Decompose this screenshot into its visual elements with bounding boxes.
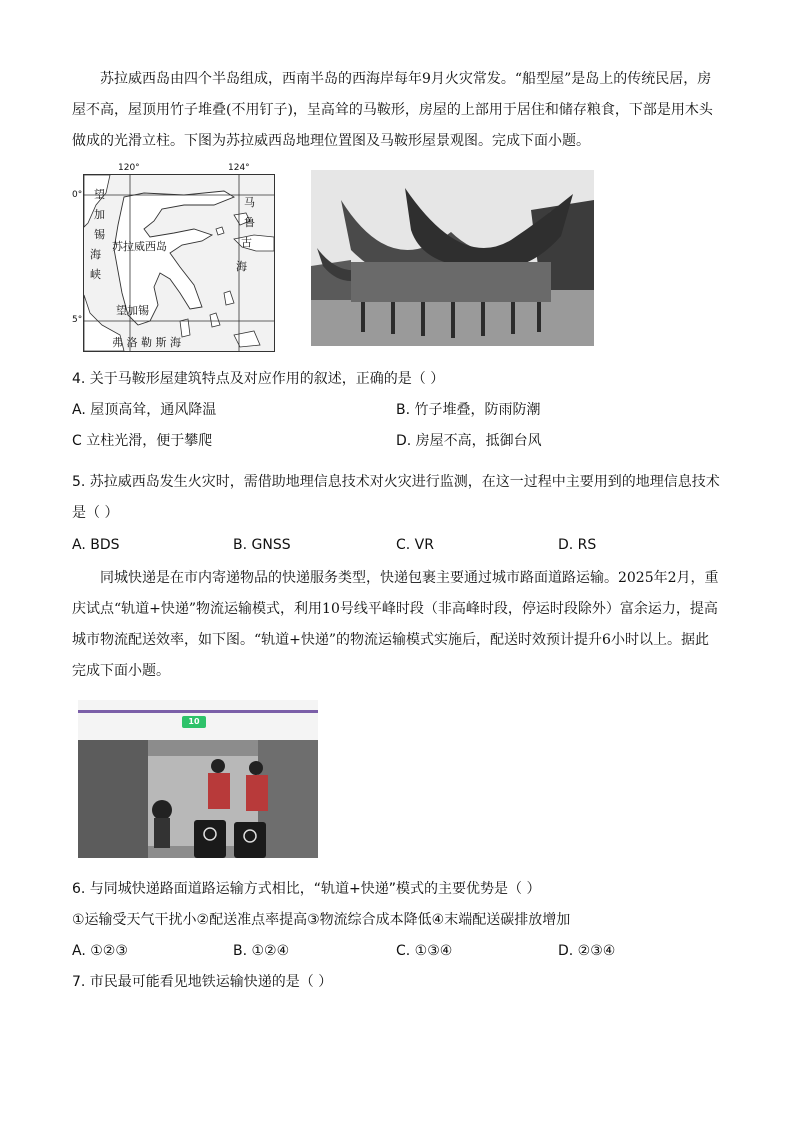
question-7-stem: 7. 市民最可能看见地铁运输快递的是（ ） [72,974,333,990]
map-label-sea-east-1: 马 [244,196,255,209]
map-label-strait-3: 锡 [94,228,105,241]
question-4-option-c[interactable]: C 立柱光滑，便于攀爬 [72,433,213,449]
question-4-option-d[interactable]: D. 房屋不高，抵御台风 [396,433,542,449]
map-label-sea-south: 弗 洛 勒 斯 海 [112,336,181,349]
question-5-option-a[interactable]: A. BDS [72,537,120,553]
question-6-stem: 6. 与同城快递路面道路运输方式相比，“轨道+快递”模式的主要优势是（ ） [72,881,541,897]
question-4-option-b[interactable]: B. 竹子堆叠，防雨防潮 [396,402,541,418]
sulawesi-location-map [83,174,275,352]
question-5-option-b[interactable]: B. GNSS [233,537,291,553]
question-6-option-d[interactable]: D. ②③④ [558,943,616,959]
saddle-house-photo [311,170,594,346]
question-5-stem: 5. 苏拉威西岛发生火灾时，需借助地理信息技术对火灾进行监测，在这一过程中主要用到的地理信息技术是（ ） [72,474,720,521]
passage-rail-express: 同城快递是在市内寄递物品的快递服务类型，快递包裹主要通过城市路面道路运输。2025年2月，重庆试点“轨道+快递”物流运输模式，利用10号线平峰时段（非高峰时段，停运时段除外）富余运力，提高城市物流配送效率，如下图。“轨道+快递”的物流运输模式实施后，配送时效预计提升6小时以上。据此完成下面小题。 [72,570,719,679]
question-5-option-d[interactable]: D. RS [558,537,597,553]
map-label-island: 苏拉威西岛 [112,240,167,253]
question-6-option-b[interactable]: B. ①②④ [233,943,290,959]
map-latitude-0: 0° [72,190,83,200]
map-label-sea-east-2: 鲁 [244,216,255,229]
map-label-strait-1: 望 [94,188,105,201]
question-5-option-c[interactable]: C. VR [396,537,434,553]
map-label-strait-2: 加 [94,208,105,221]
metro-line-sign: 10 [188,717,200,726]
map-label-city: 望加锡 [116,304,149,317]
passage-sulawesi: 苏拉威西岛由四个半岛组成，西南半岛的西海岸每年9月火灾常发。“船型屋”是岛上的传统民居，房屋不高，屋顶用竹子堆叠(不用钉子)，呈高耸的马鞍形，房屋的上部用于居住和储存粮食，下部是用木头做成的光滑立柱。下图为苏拉威西岛地理位置图及马鞍形屋景观图。完成下面小题。 [72,71,713,149]
question-4-option-a[interactable]: A. 屋顶高耸，通风降温 [72,402,217,418]
question-6-statements: ①运输受天气干扰小②配送准点率提高③物流综合成本降低④末端配送碳排放增加 [72,912,571,928]
question-4-stem: 4. 关于马鞍形屋建筑特点及对应作用的叙述，正确的是（ ） [72,371,445,387]
map-label-strait-4: 海 [90,248,101,261]
map-latitude-5: 5° [72,315,83,325]
metro-express-photo [78,700,318,858]
question-6-option-a[interactable]: A. ①②③ [72,943,128,959]
map-label-sea-east-4: 海 [236,260,247,273]
map-label-strait-5: 峡 [90,268,101,281]
question-6-option-c[interactable]: C. ①③④ [396,943,453,959]
map-label-sea-east-3: 古 [241,236,252,249]
map-longitude-124: 124° [228,163,250,173]
map-longitude-120: 120° [118,163,140,173]
